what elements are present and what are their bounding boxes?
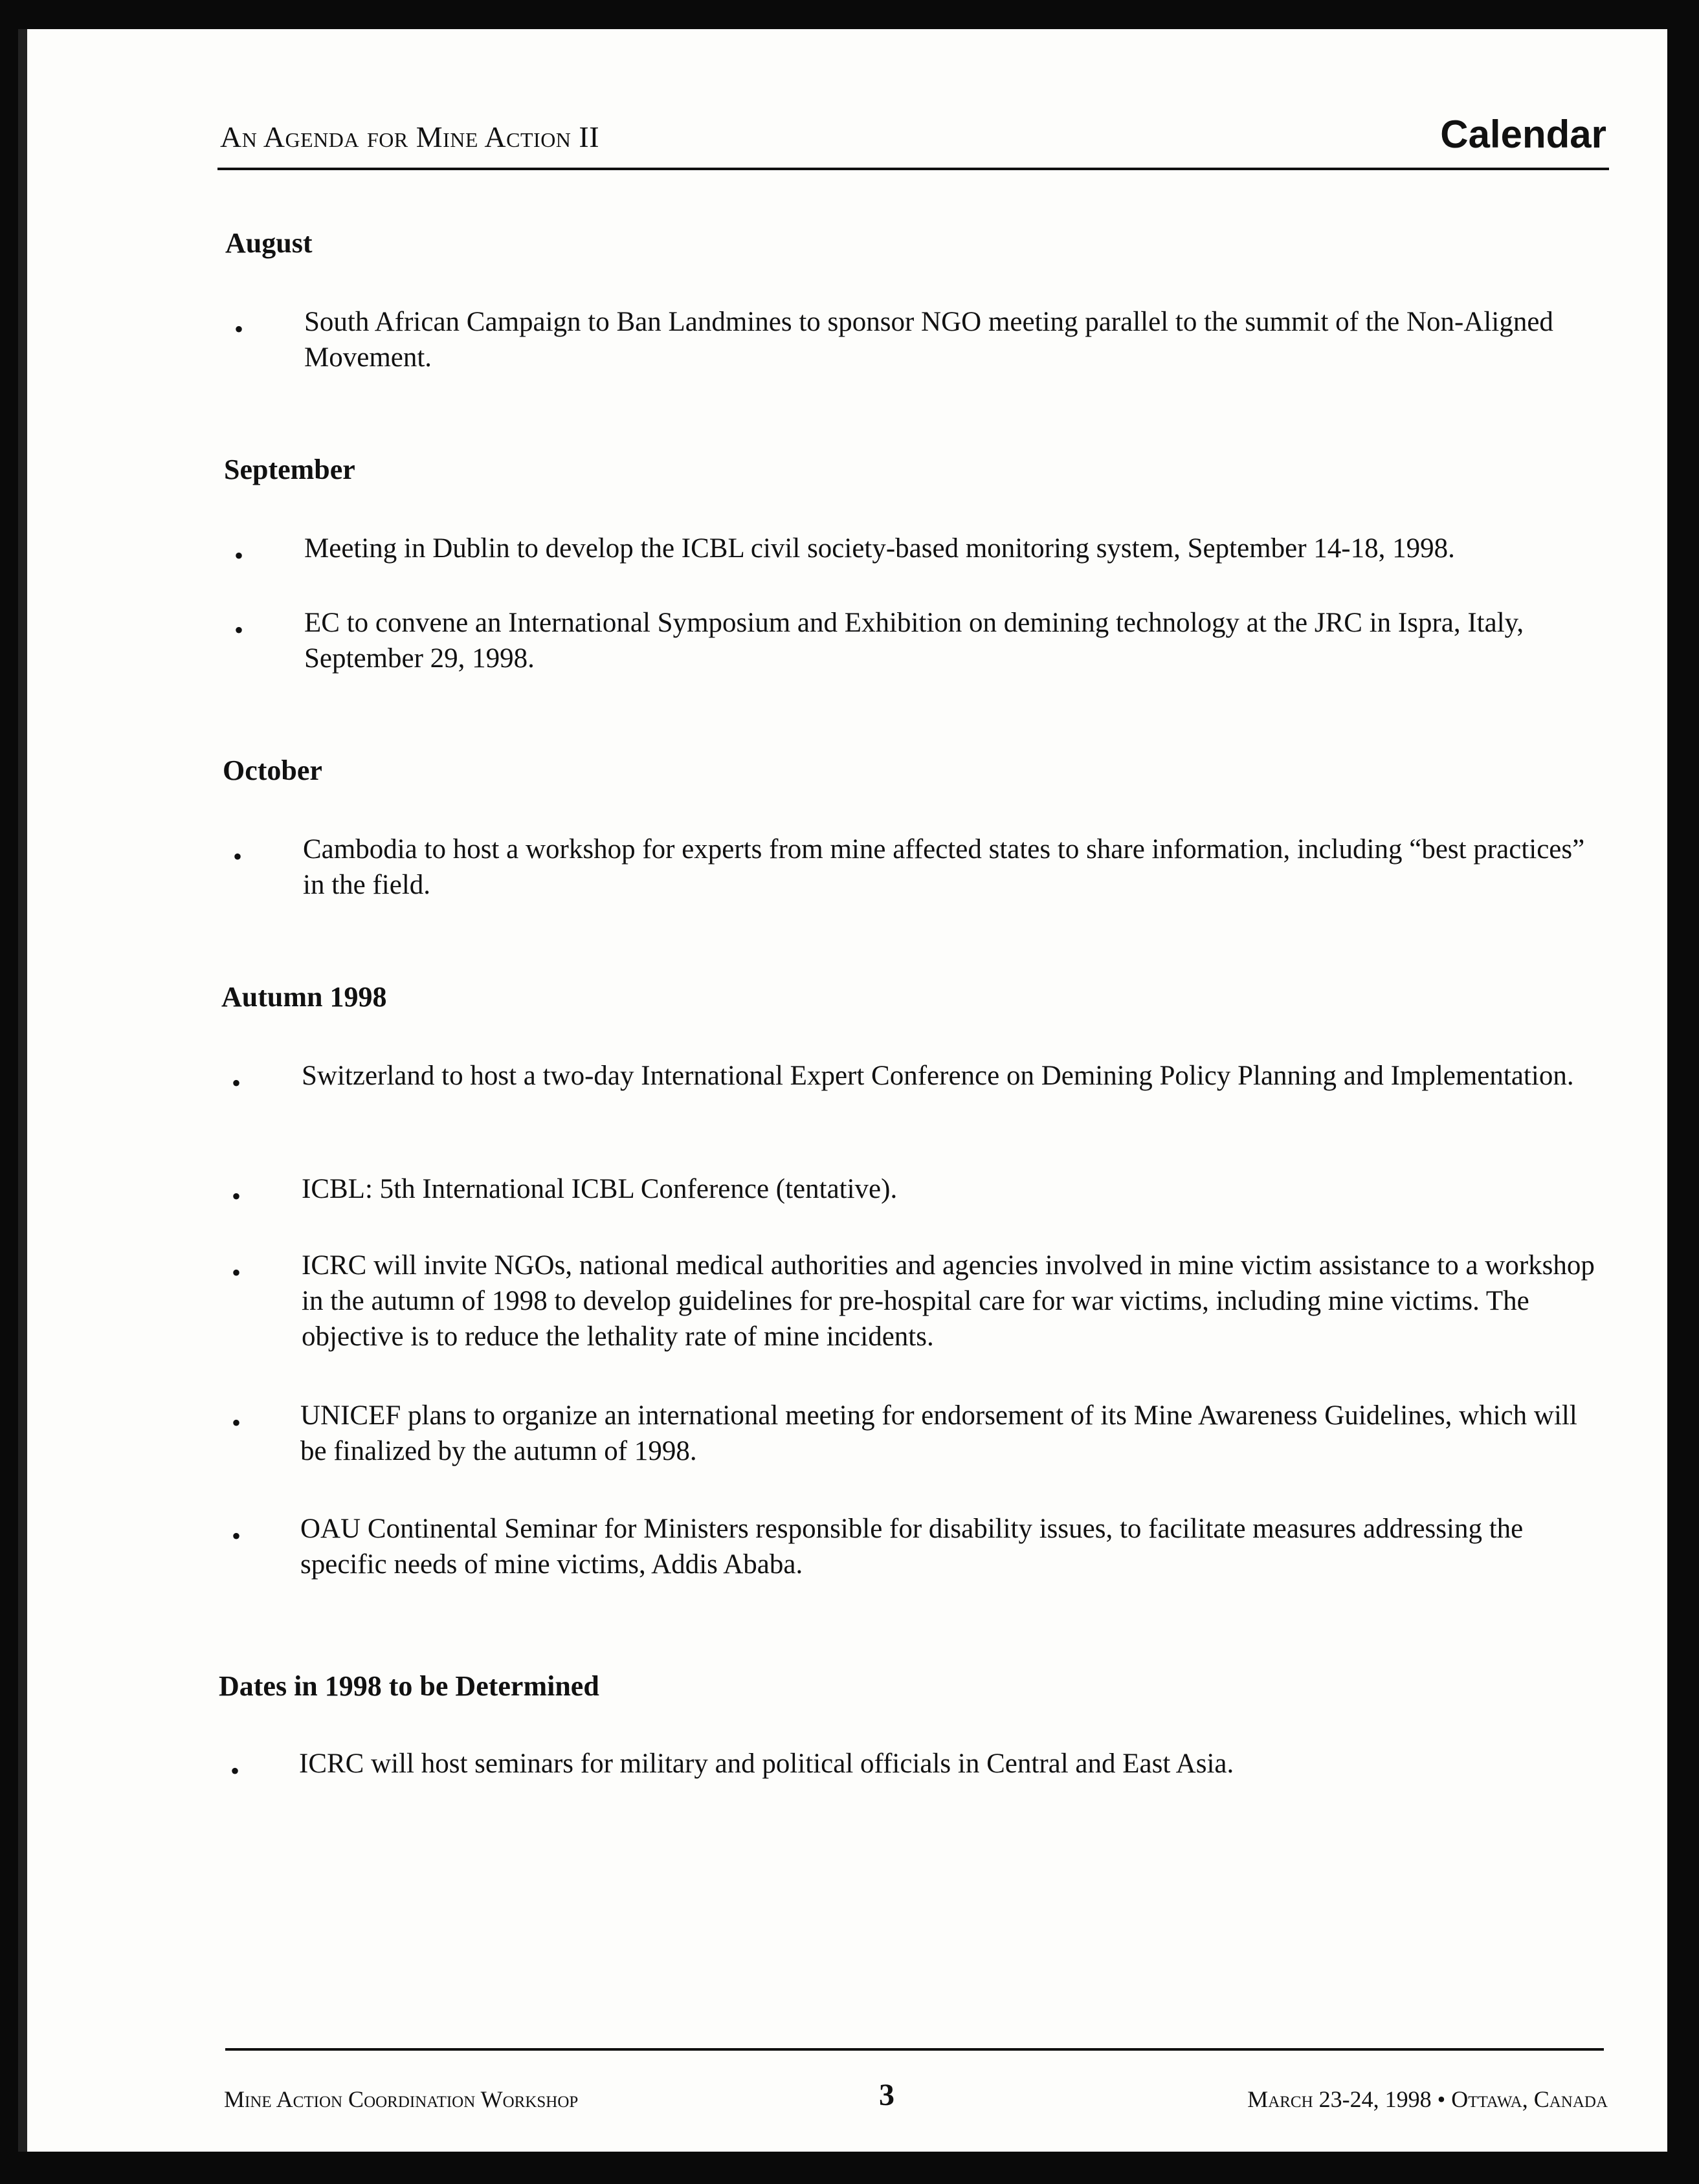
list-item: EC to convene an International Symposium and Exhibition on demining technology at the JRC in Ispra, Italy, September 29, 1998. [304,608,1524,674]
header-rule [217,168,1609,170]
bullet: • [234,615,244,645]
bullet: • [232,1521,241,1550]
bullet: • [233,842,243,871]
list-item: Meeting in Dublin to develop the ICBL civil society-based monitoring system, September 14-18, 1998. [304,533,1455,564]
header-title: An Agenda for Mine Action II [220,120,600,153]
list-item: Switzerland to host a two-day International Expert Conference on Demining Policy Planning and Implementation. [302,1061,1574,1091]
bullet: • [234,314,244,344]
header-section-label: Calendar [1440,113,1606,156]
list-item: UNICEF plans to organize an international meeting for endorsement of its Mine Awareness Guidelines, which will be finalized by the autumn of 1998. [300,1400,1577,1466]
document-page [18,29,1667,2152]
list-item: ICRC will host seminars for military and political officials in Central and East Asia. [299,1748,1234,1779]
section-heading-dates-tbd: Dates in 1998 to be Determined [219,1670,599,1702]
bullet: • [232,1068,241,1098]
section-heading-autumn-1998: Autumn 1998 [221,981,387,1013]
section-heading-september: September [224,454,355,485]
bullet: • [232,1182,241,1211]
list-item: ICRC will invite NGOs, national medical authorities and agencies involved in mine victim assistance to a workshop in the autumn of 1998 to develop guidelines for pre-hospital care for war victims, including mine victims. The objective is to reduce the lethality rate of mine incidents. [302,1250,1595,1352]
list-item: South African Campaign to Ban Landmines to sponsor NGO meeting parallel to the summit of the Non-Aligned Movement. [304,307,1553,373]
bullet: • [232,1408,241,1437]
bullet: • [234,541,244,570]
list-item: ICBL: 5th International ICBL Conference (tentative). [302,1174,898,1204]
section-heading-october: October [223,755,322,786]
footer-rule [225,2048,1604,2051]
footer-workshop-title: Mine Action Coordination Workshop [224,2086,579,2112]
list-item: OAU Continental Seminar for Ministers responsible for disability issues, to facilitate measures addressing the specific needs of mine victims, Addis Ababa. [300,1514,1524,1580]
page-number: 3 [879,2078,894,2112]
section-heading-august: August [225,227,313,259]
bullet: • [232,1258,241,1287]
list-item: Cambodia to host a workshop for experts from mine affected states to share information, including “best practices” in the field. [303,834,1585,900]
bullet: • [230,1756,240,1785]
scan-edge [18,29,27,2152]
footer-date-location: March 23-24, 1998 • Ottawa, Canada [1247,2086,1608,2112]
